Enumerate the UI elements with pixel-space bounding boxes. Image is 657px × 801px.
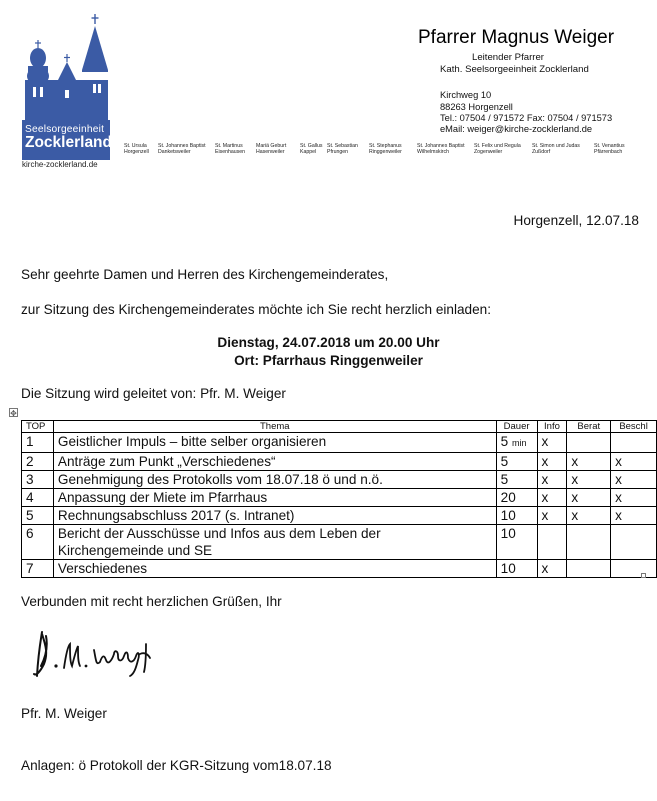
header-topic: Thema — [53, 421, 496, 433]
row-advise — [567, 525, 611, 560]
row-duration: 10 — [496, 560, 537, 578]
handwritten-signature — [28, 624, 158, 686]
row-decide: x — [611, 453, 657, 471]
salutation: Sehr geehrte Damen und Herren des Kirchengemeinderates, — [21, 267, 389, 282]
header-decide: Beschl — [611, 421, 657, 433]
row-info: x — [537, 453, 567, 471]
row-topic: Verschiedenes — [53, 560, 496, 578]
row-decide: x — [611, 471, 657, 489]
row-advise — [567, 433, 611, 453]
parish-7: St. Stephanus Ringgenweiler — [369, 143, 402, 155]
closing-text: Verbunden mit recht herzlichen Grüßen, Ihr — [21, 594, 282, 609]
table-resize-handle[interactable] — [641, 573, 646, 578]
address-email: eMail: weiger@kirche-zocklerland.de — [440, 124, 593, 134]
row-top: 7 — [22, 560, 54, 578]
unit-name: Kath. Seelsorgeeinheit Zocklerland — [440, 64, 589, 75]
pastor-role: Leitender Pfarrer — [472, 52, 544, 63]
row-decide: x — [611, 507, 657, 525]
row-advise: x — [567, 471, 611, 489]
row-advise: x — [567, 489, 611, 507]
invitation-text: zur Sitzung des Kirchengemeinderates möchte ich Sie recht herzlich einladen: — [21, 302, 491, 317]
agenda-header-row — [22, 421, 657, 433]
pastor-name: Pfarrer Magnus Weiger — [418, 27, 615, 48]
table-row — [22, 433, 657, 453]
row-decide — [611, 560, 657, 578]
header-duration: Dauer — [496, 421, 537, 433]
parish-8: St. Johannes Baptist Wilhelmskirch — [417, 143, 465, 155]
table-row — [22, 560, 657, 578]
table-row — [22, 471, 657, 489]
parish-2: St. Johannes Baptist Danketsweiler — [158, 143, 206, 155]
logo-text-line1: Seelsorgeeinheit — [25, 124, 105, 135]
agenda-table — [21, 420, 657, 578]
parish-10: St. Simon und Judas Zußdorf — [532, 143, 580, 155]
row-info: x — [537, 507, 567, 525]
row-topic: Bericht der Ausschüsse und Infos aus dem Leben der Kirchengemeinde und SE — [53, 525, 496, 560]
parish-3: St. Martinus Eisenhausen — [215, 143, 245, 155]
meeting-place: Ort: Pfarrhaus Ringgenweiler — [234, 353, 423, 368]
parish-6: St. Sebastian Pfrungen — [327, 143, 358, 155]
row-info: x — [537, 489, 567, 507]
signer-name: Pfr. M. Weiger — [21, 706, 107, 721]
row-topic: Geistlicher Impuls – bitte selber organisieren — [53, 433, 496, 453]
address-city: 88263 Horgenzell — [440, 102, 513, 112]
row-advise: x — [567, 507, 611, 525]
logo-text-line2: Zocklerland — [25, 134, 112, 151]
row-decide — [611, 433, 657, 453]
row-top: 1 — [22, 433, 54, 453]
meeting-date: Dienstag, 24.07.2018 um 20.00 Uhr — [217, 335, 440, 350]
row-duration: 5 min — [496, 433, 537, 453]
row-advise — [567, 560, 611, 578]
table-row — [22, 507, 657, 525]
row-top: 3 — [22, 471, 54, 489]
row-top: 5 — [22, 507, 54, 525]
row-topic: Genehmigung des Protokolls vom 18.07.18 ö und n.ö. — [53, 471, 496, 489]
row-info: x — [537, 433, 567, 453]
row-duration: 10 — [496, 525, 537, 560]
table-row — [22, 453, 657, 471]
logo-website: kirche-zocklerland.de — [22, 160, 98, 169]
table-row — [22, 489, 657, 507]
parish-11: St. Venantius Pfärrenbach — [594, 143, 625, 155]
row-info: x — [537, 471, 567, 489]
attachments-note: Anlagen: ö Protokoll der KGR-Sitzung vom18.07.18 — [21, 758, 332, 773]
row-duration: 20 — [496, 489, 537, 507]
parish-5: St. Gallus Kappel — [300, 143, 323, 155]
parish-9: St. Felix und Regula Zogenweiler — [474, 143, 521, 155]
parish-1: St. Ursula Horgenzell — [124, 143, 149, 155]
header-top: TOP — [22, 421, 54, 433]
row-duration: 5 — [496, 453, 537, 471]
address-phone-fax: Tel.: 07504 / 971572 Fax: 07504 / 971573 — [440, 113, 613, 123]
header-info: Info — [537, 421, 567, 433]
row-topic: Anpassung der Miete im Pfarrhaus — [53, 489, 496, 507]
table-row — [22, 525, 657, 560]
header-advise: Berat — [567, 421, 611, 433]
row-advise: x — [567, 453, 611, 471]
meeting-chair: Die Sitzung wird geleitet von: Pfr. M. Weiger — [21, 386, 286, 401]
letter-date: Horgenzell, 12.07.18 — [513, 213, 639, 228]
row-top: 2 — [22, 453, 54, 471]
row-topic: Anträge zum Punkt „Verschiedenes“ — [53, 453, 496, 471]
address-street: Kirchweg 10 — [440, 90, 492, 100]
row-top: 4 — [22, 489, 54, 507]
table-move-handle[interactable]: ✥ — [10, 409, 17, 418]
row-duration: 10 — [496, 507, 537, 525]
row-top: 6 — [22, 525, 54, 560]
row-decide — [611, 525, 657, 560]
duration-unit: min — [511, 438, 527, 448]
row-info — [537, 525, 567, 560]
row-info: x — [537, 560, 567, 578]
row-duration: 5 — [496, 471, 537, 489]
row-topic: Rechnungsabschluss 2017 (s. Intranet) — [53, 507, 496, 525]
parish-4: Mariä Geburt Hasenweiler — [256, 143, 287, 155]
row-decide: x — [611, 489, 657, 507]
